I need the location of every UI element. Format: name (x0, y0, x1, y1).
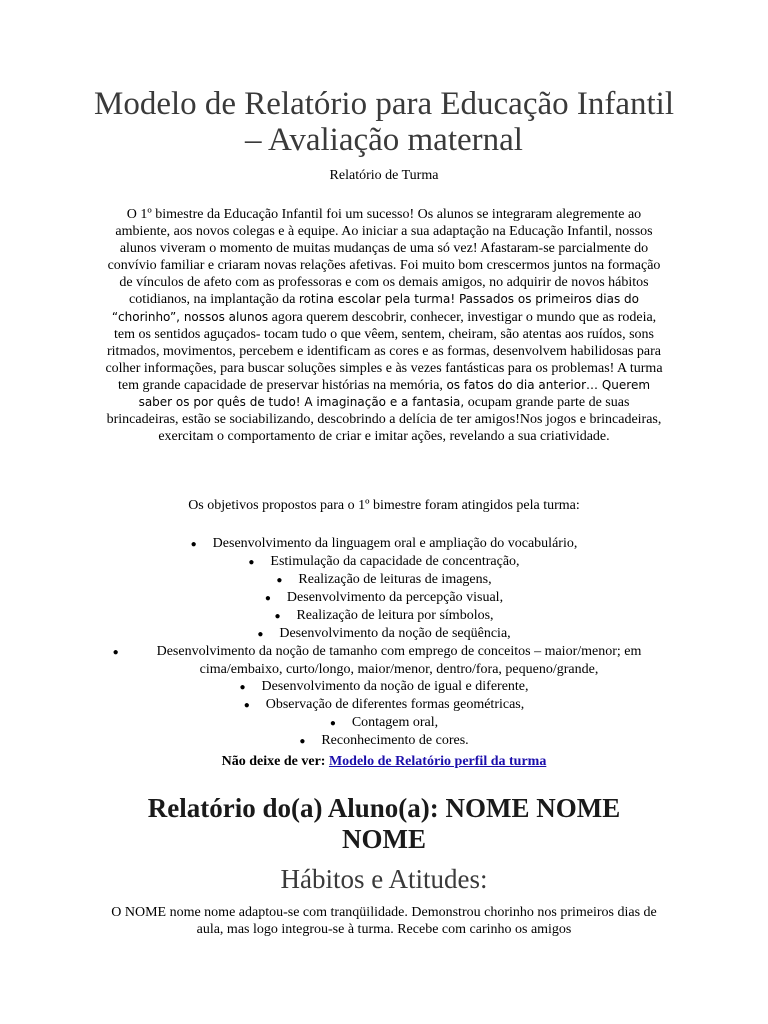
paragraph-handwritten-text-1: rotina escolar pela turma! Passados os primeiros dias do “chorinho”, nossos alunos (111, 292, 639, 324)
section-subtitle: Relatório de Turma (329, 168, 439, 183)
list-item: ● Desenvolvimento da noção de seqüência, (257, 626, 511, 641)
habits-paragraph: O NOME nome nome adaptou-se com tranqüilidade. Demonstrou chorinho nos primeiros dias de aula, mas logo integrou-se à turma. Recebe com carinho os amigos (111, 905, 657, 937)
list-item: ● Desenvolvimento da noção de igual e diferente, (239, 679, 529, 694)
bullet-icon: ● (257, 629, 264, 640)
bullet-icon: ● (248, 557, 255, 568)
bullet-icon: ● (329, 718, 336, 729)
bullet-icon: ● (264, 593, 271, 604)
habits-heading: Hábitos e Atitudes: (280, 864, 488, 894)
see-also-line (0, 753, 768, 771)
student-report-heading: Relatório do(a) Aluno(a): NOME NOME NOME (147, 793, 621, 854)
list-item: ● Desenvolvimento da percepção visual, (264, 590, 504, 605)
list-item: ● Observação de diferentes formas geométricas, (243, 697, 525, 712)
list-item: ● Estimulação da capacidade de concentração, (248, 554, 520, 569)
paragraph-text-1: O 1º bimestre da Educação Infantil foi um sucesso! Os alunos se integraram alegremente ao ambiente, aos novos colegas e à equipe. Ao iniciar a sua adaptação na Educação Infantil, nossos alunos viveram o momento de muitas mudanças de uma só vez! Afastaram-se parcialmente do convívio familiar e criaram novas relações afetivas. Foi muito bom crescermos juntos na formação de vínculos de afeto com as professoras e com os demais amigos, no adquirir de novos hábitos cotidianos, na implantação da (107, 207, 661, 308)
bullet-icon: ● (299, 736, 306, 747)
paragraph-text-3: ocupam grande parte de suas brincadeiras, estão se sociabilizando, descobrindo a delícia de ter amigos!Nos jogos e brincadeiras, exercitam o comportamento de criar e imitar ações, revelando a sua criatividade. (106, 395, 662, 445)
bullet-icon: ● (239, 682, 246, 693)
objectives-list (0, 535, 768, 750)
list-item: ● Reconhecimento de cores. (299, 733, 469, 748)
bullet-icon: ● (274, 611, 281, 622)
list-item: ● Realização de leituras de imagens, (276, 572, 492, 587)
bullet-icon: ● (243, 700, 250, 711)
see-also-label: Não deixe de ver: (221, 754, 329, 769)
list-item: ● Contagem oral, (329, 715, 439, 730)
bullet-icon: ● (112, 647, 119, 658)
document-title: Modelo de Relatório para Educação Infantil – Avaliação maternal (93, 86, 674, 158)
paragraph-handwritten-text-2: os fatos do dia anterior… Querem saber os por quês de tudo! A imaginação e a fantasia, (138, 377, 651, 410)
list-item: ● Realização de leitura por símbolos, (274, 608, 494, 623)
paragraph-text-2: agora querem descobrir, conhecer, investigar o mundo que as rodeia, tem os sentidos aguçados- tocam tudo o que vêem, sentem, cheiram, são atentas aos ruídos, sons ritmados, movimentos, percebem e identificam as cores e as formas, desenvolvem habilidosas para colher informações, para buscar soluções simples e às vezes fantásticas para os problemas! A turma tem grande capacidade de preservar histórias na memória, (105, 309, 663, 393)
bullet-icon: ● (190, 539, 197, 550)
class-report-paragraph (104, 206, 664, 445)
see-also-link[interactable]: Modelo de Relatório perfil da turma (328, 754, 547, 769)
list-item: ● Desenvolvimento da linguagem oral e ampliação do vocabulário, (190, 536, 578, 551)
bullet-icon: ● (276, 575, 283, 586)
list-item: ● Desenvolvimento da noção de tamanho com emprego de conceitos – maior/menor; em cima/embaixo, curto/longo, maior/menor, dentro/fora, pequeno/grande, (112, 644, 642, 677)
objectives-intro: Os objetivos propostos para o 1º bimestre foram atingidos pela turma: (188, 498, 580, 513)
